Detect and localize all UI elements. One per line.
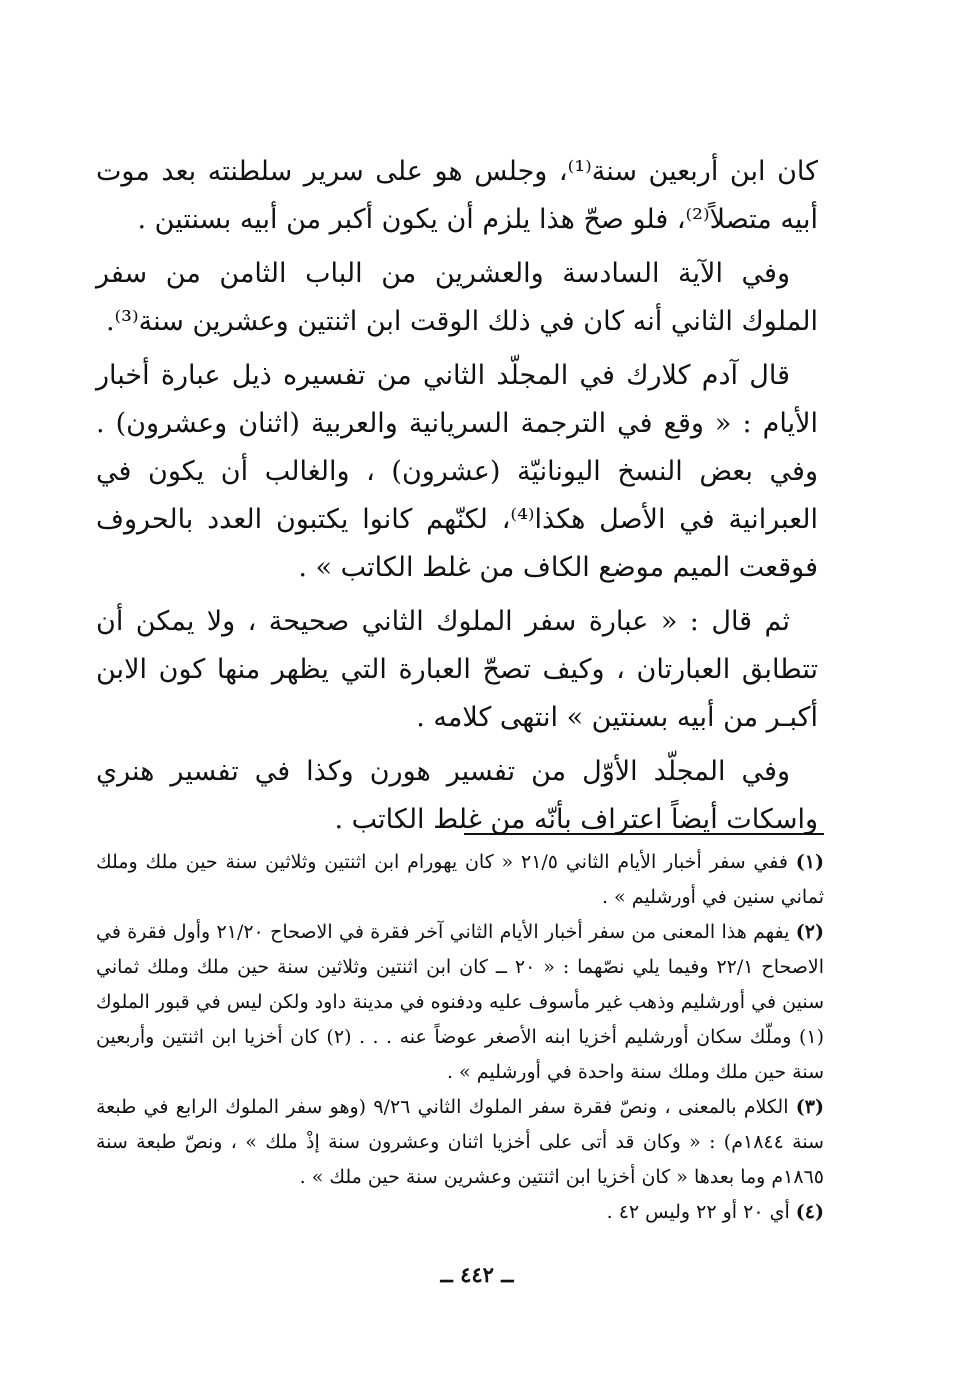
footnote-text: الكلام بالمعنى ، ونصّ فقرة سفر الملوك الثاني ٩/٢٦ (وهو سفر الملوك الرابع في طبعة سنة ١٨٤٤م) : « وكان قد أتى على أخزيا اثنان وعشرون سنة إذْ ملك » ، ونصّ طبعة سنة ١٨٦٥م وما بعدها « كان أخزيا ابن اثنتين وعشرين سنة حين ملك » . <box>96 1096 824 1188</box>
footnote-number: (٢) <box>795 921 825 943</box>
footnote-number: (١) <box>795 851 824 873</box>
footnote-3 <box>96 1090 824 1195</box>
body-paragraph-5: وفي المجلّد الأوّل من تفسير هورن وكذا في تفسير هنري واسكات أيضاً اعتراف بأنّه من غلط الكاتب . <box>96 756 818 835</box>
footnote-text: أي ٢٠ أو ٢٢ وليس ٤٢ . <box>606 1201 790 1223</box>
footnote-number: (٤) <box>795 1201 824 1223</box>
footnote-text: يفهم هذا المعنى من سفر أخبار الأيام الثاني آخر فقرة في الاصحاح ٢١/٢٠ وأول فقرة في الاصحاح ٢٢/١ وفيما يلي نصّهما : « ٢٠ ــ كان ابن اثنتين وثلاثين سنة حين ملك وملك ثماني سنين في أورشليم وذهب غير مأسوف عليه ودفنوه في مدينة داود ولكن ليس في قبور الملوك (١) وملّك سكان أورشليم أخزيا ابنه الأصغر عوضاً عنه . . . (٢) كان أخزيا ابن اثنتين وأربعين سنة حين ملك وملك سنة واحدة في أورشليم » . <box>96 921 825 1083</box>
footnote-number: (٣) <box>795 1096 824 1118</box>
body-paragraph-3: قال آدم كلارك في المجلّد الثاني من تفسيره ذيل عبارة أخبار الأيام : « وقع في الترجمة السريانية والعربية (اثنان وعشرون) . وفي بعض النسخ اليونانيّة (عشرون) ، والغالب أن يكون في العبرانية في الأصل هكذا⁽⁴⁾، لكنّهم كانوا يكتبون العدد بالحروف فوقعت الميم موضع الكاف من غلط الكاتب » . <box>96 360 818 583</box>
footnote-4 <box>96 1195 824 1230</box>
footnote-divider <box>464 833 824 835</box>
body-paragraph-1: كان ابن أربعين سنة⁽¹⁾، وجلس هو على سرير سلطنته بعد موت أبيه متصلاً⁽²⁾، فلو صحّ هذا يلزم أن يكون أكبر من أبيه بسنتين . <box>96 156 818 235</box>
footnote-2 <box>96 915 824 1090</box>
footnote-text: ففي سفر أخبار الأيام الثاني ٢١/٥ « كان يهورام ابن اثنتين وثلاثين سنة حين ملك وملك ثماني سنين في أورشليم » . <box>96 851 824 908</box>
footnote-1 <box>96 845 824 915</box>
body-paragraph-2: وفي الآية السادسة والعشرين من الباب الثامن من سفر الملوك الثاني أنه كان في ذلك الوقت ابن اثنتين وعشرين سنة⁽³⁾. <box>96 258 818 337</box>
body-paragraph-4: ثم قال : « عبارة سفر الملوك الثاني صحيحة ، ولا يمكن أن تتطابق العبارتان ، وكيف تصحّ العبارة التي يظهر منها كون الابن أكبـر من أبيه بسنتين » انتهى كلامه . <box>96 606 818 733</box>
main-text <box>96 148 818 850</box>
footnotes <box>96 845 824 1230</box>
page-number: ــ ٤٤٢ ــ <box>440 1262 514 1287</box>
